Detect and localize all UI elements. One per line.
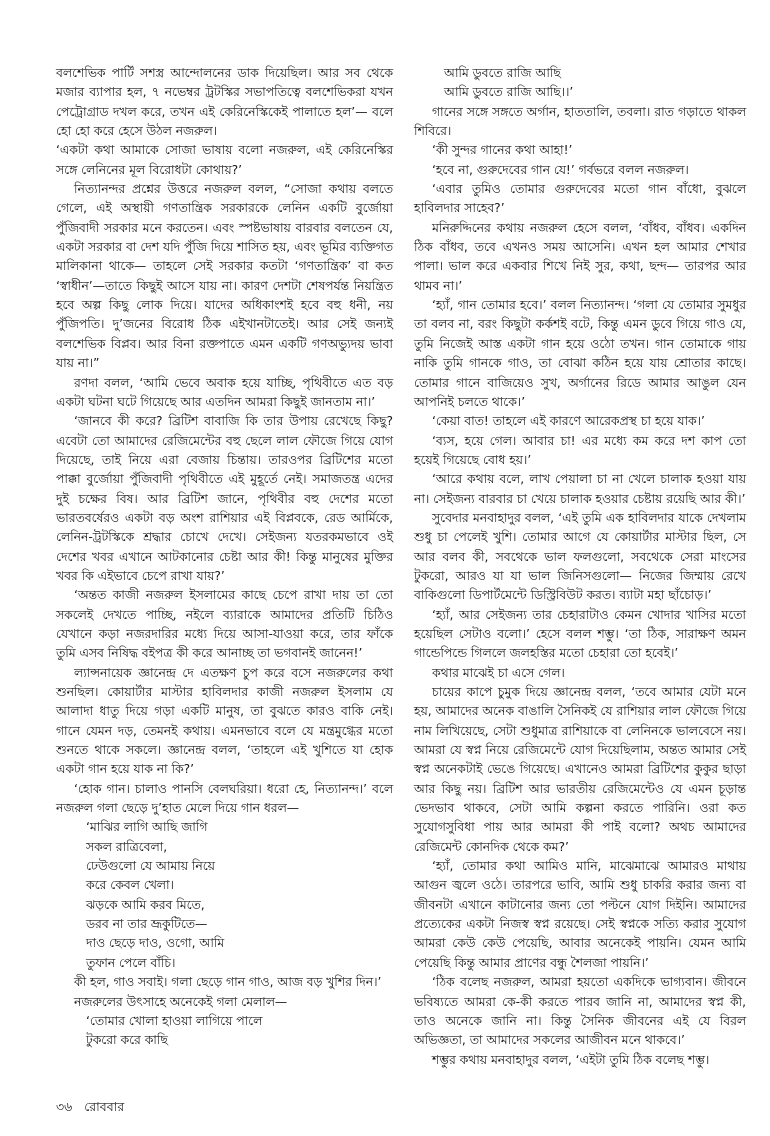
verse-line: করে কেবল খেলা। [86,878,174,893]
paragraph: ‘একটা কথা আমাকে সোজা ভাষায় বলো নজরুল, এই কেরিনেস্কির সঙ্গে লেনিনের মূল বিরোধটা কোথায়?’ [56,143,393,177]
paragraph: ‘আরে কথায় বলে, লাখ পেয়ালা চা না খেলে চালাক হওয়া যায় না। সেইজন্য বারবার চা খেয়ে চালাক হওয়ার চেষ্টায় রয়েছি আর কী।’ [414,472,746,506]
paragraph: ‘জানবে কী করে? ব্রিটিশ বাবাজি কি তার উপায় রেখেছে কিছু? এবেটা তো আমাদের রেজিমেন্টের বহু ছেলে লাল ফৌজে গিয়ে যোগ দিয়েছে, তাই নিয়ে এরা বেজায় চিন্তায়। তারওপর ব্রিটিশের মতো পাক্কা বুর্জোয়া পুঁজিবাদী পৃথিবীতে এই মুহূর্তে নেই। সমাজতন্ত্র এদের দুই চক্ষের বিষ। আর ব্রিটিশ জানে, পৃথিবীর বহু দেশের মতো ভারতবর্ষেরও একটা বড় অংশ রাশিয়ার এই বিপ্লবকে, রেড আর্মিকে, লেনিন-ট্রটস্কিকে শ্রদ্ধার চোখে দেখে। সেইজন্য যতরকমভাবে ওই দেশের খবর এখানে আটকানোর চেষ্টা আর কী! কিন্তু মানুষের মুক্তির খবর কি এইভাবে চেপে রাখা যায়?’ [56,414,393,583]
paragraph: ‘হ্যাঁ, তোমার কথা আমিও মানি, মাঝেমাঝে আমারও মাথায় আগুন জ্বলে ওঠে। তারপরে ভাবি, আমি শুধু চাকরি করার জন্য বা জীবনটা এখানে কাটানোর জন্য তো পল্টনে যোগ দিইনি। আমাদের প্রত্যেকের একটা নিজস্ব স্বপ্ন রয়েছে। সেই স্বপ্নকে সত্যি করার সুযোগ আমরা কেউ কেউ পেয়েছি, আবার অনেকেই পায়নি। যেমন আমি পেয়েছি কিন্তু আমার প্রাণের বন্ধু শৈলজা পায়নি।’ [414,859,746,970]
verse-line: টুকরো করে কাছি [86,1033,168,1048]
verse-line: দাও ছেড়ে দাও, ওগো, আমি [86,936,225,951]
paragraph: কী হল, গাও সবাই। গলা ছেড়ে গান গাও, আজ বড় খুশির দিন।’ [74,975,382,990]
left-column [56,64,393,1051]
paragraph: ‘এবার তুমিও তোমার গুরুদেবের মতো গান বাঁধো, বুঝলে হাবিলদার সাহেব?’ [414,182,746,216]
verse-line: ডরব না তার ভ্রূকুটিতে— [86,917,208,932]
paragraph: ‘হ্যাঁ, গান তোমার হবে।’ বলল নিত্যানন্দ। ‘গলা যে তোমার সুমধুর তা বলব না, বরং কিছুটা কর্কশই বটে, কিন্তু এমন ডুবে গিয়ে গাও যে, তুমি নিজেই আস্ত একটা গান হয়ে ওঠো তখন। গান তোমাকে গায় নাকি তুমি গানকে গাও, তা বোঝা কঠিন হয়ে যায় শ্রোতার কাছে। তোমার গানে বাজিয়েও সুখ, অর্গানের রিডে আমার আঙুল যেন আপনিই চলতে থাকে।’ [414,298,746,409]
paragraph: নজরুলের উৎসাহে অনেকেই গলা মেলাল— [74,994,288,1009]
verse-line: ‘তোমার খোলা হাওয়া লাগিয়ে পালে [86,1013,263,1028]
paragraph: গানের সঙ্গে সঙ্গতে অর্গান, হাততালি, তবলা। রাত গড়াতে থাকল শিবিরে। [414,104,746,139]
paragraph: রণদা বলল, ‘আমি ভেবে অবাক হয়ে যাচ্ছি, পৃথিবীতে এত বড় একটা ঘটনা ঘটে গিয়েছে আর এতদিন আমরা কিছুই জানতাম না।’ [56,375,393,409]
paragraph: নিত্যানন্দর প্রশ্নের উত্তরে নজরুল বলল, “সোজা কথায় বলতে গেলে, এই অস্থায়ী গণতান্ত্রিক সরকারকে লেনিন একটি বুর্জোয়া পুঁজিবাদী সরকার মনে করতেন। এবং স্পষ্টভাষায় বারবার বলতেন যে, একটা সরকার বা দেশ যদি পুঁজি দিয়ে শাসিত হয়, এবং ভূমির ব্যক্তিগত মালিকানা থাকে— তাহলে সেই সরকার কতটা ‘গণতান্ত্রিক’ বা কত ‘স্বাধীন’—তাতে কিছুই আসে যায় না। কারণ দেশটা শেষপর্যন্ত নিয়ন্ত্রিত হবে অল্প কিছু লোক দিয়ে। যাদের অধিকাংশই হবে বহু ধনী, নয় পুঁজিপতি। দু’জনের বিরোধ ঠিক এইখানটাতেই। আর সেই জন্যই বলশেভিক বিপ্লব। আর বিনা রক্তপাতে এমন একটি গণঅভ্যুদয় ভাবা যায় না।” [56,182,393,371]
verse-line: ঢেউগুলো যে আমায় নিয়ে [86,859,215,874]
verse-line: ‘মাঝির লাগি আছি জাগি [86,820,208,835]
paragraph: সুবেদার মনবাহাদুর বলল, ‘এই তুমি এক হাবিলদার যাকে দেখলাম শুধু চা পেলেই খুশি। তোমার আগে যে কোয়ার্টার মাস্টার ছিল, সে আর বলব কী, সবথেকে ভাল ফলগুলো, সবথেকে সেরা মাংসের টুকরো, আরও যা যা ভাল জিনিসগুলো— নিজের জিম্মায় রেখে বাকিগুলো ডিপার্টমেন্টে ডিস্ট্রিবিউট করত। ব্যাটা মহা ছাঁচোড়।’ [414,510,746,603]
paragraph: ‘ঠিক বলেছ নজরুল, আমরা হয়তো একদিকে ভাগ্যবান। জীবনে ভবিষ্যতে আমরা কে-কী করতে পারব জানি না, আমাদের স্বপ্ন কী, তাও অনেকে জানি না। কিন্তু সৈনিক জীবনের এই যে বিরল অভিজ্ঞতা, তা আমাদের সকলের আজীবন মনে থাকবে।’ [414,975,746,1048]
paragraph: ‘হ্যাঁ, আর সেইজন্য তার চেহারাটাও কেমন খোদার খাসির মতো হয়েছিল সেটাও বলো।’ হেসে বলল শম্ভু। ‘তা ঠিক, সারাক্ষণ অমন গান্ডেপিন্ডে গিললে জলহস্তির মতো চেহারা তো হবেই।’ [414,607,746,661]
verse-line: আমি ডুবতে রাজি আছি [444,66,561,80]
paragraph: ‘কেয়া বাত! তাহলে এই কারণে আরেকপ্রস্থ চা হয়ে যাক।’ [432,414,705,429]
verse-line: ঝড়কে আমি করব মিতে, [86,897,205,912]
paragraph: ‘হবে না, গুরুদেবের গান যে!’ গর্বভরে বলল নজরুল। [432,162,689,177]
paragraph: শম্ভুর কথায় মনবাহাদুর বলল, ‘এইটা তুমি ঠিক বলেছ শম্ভু। [432,1052,710,1067]
verse-line: সকল রাত্রিবেলা, [86,839,168,854]
paragraph: ‘ব্যস, হয়ে গেল। আবার চা! এর মধ্যে কম করে দশ কাপ তো হয়েই গিয়েছে বোধ হয়।’ [414,433,746,467]
verse-line: তুফান পেলে বাঁচি। [86,955,176,970]
paragraph: ‘কী সুন্দর গানের কথা আহা!’ [432,143,573,158]
paragraph: ল্যান্সনায়েক জ্ঞানেন্দ্র দে এতক্ষণ চুপ করে বসে নজরুলের কথা শুনছিল। কোয়ার্টার মাস্টার হাবিলদার কাজী নজরুল ইসলাম যে আলাদা ধাতু দিয়ে গড়া একটি মানুষ, তা বুঝতে কারও বাকি নেই। গানে যেমন দড়, তেমনই কথায়। এমনভাবে বলে যে মন্ত্রমুগ্ধের মতো শুনতে থাকে সকলে। জ্ঞানেন্দ্র বলল, ‘তাহলে এই খুশিতে যা হোক একটা গান হয়ে যাক না কি?’ [56,665,393,777]
page-number: ৩৬ [56,1099,73,1114]
paragraph: মনিরুদ্দিনের কথায় নজরুল হেসে বলল, ‘বাঁধব, বাঁধব। একদিন ঠিক বাঁধব, তবে এখনও সময় আসেনি। এখন হল আমার শেখার পালা। ভাল করে একবার শিখে নিই সুর, কথা, ছন্দ— তারপর আর থামব না।’ [414,220,746,293]
paragraph: ‘অন্তত কাজী নজরুল ইসলামের কাছে চেপে রাখা দায় তা তো সকলেই দেখতে পাচ্ছি, নইলে ব্যারাকে আমাদের প্রতিটি চিঠিও যেখানে কড়া নজরদারির মধ্যে দিয়ে আসা-যাওয়া করে, তার ফাঁকে তুমি এসব নিষিদ্ধ বইপত্র কী করে আনাচ্ছ তা ভগবানই জানেন!’ [56,588,393,661]
verse-line: আমি ডুবতে রাজি আছি।।’ [444,85,574,100]
paragraph: কথার মাঝেই চা এসে গেল। [432,665,565,680]
right-column [414,64,746,1070]
paragraph: বলশেভিক পার্টি সশস্ত্র আন্দোলনের ডাক দিয়েছিল। আর সব থেকে মজার ব্যাপার হল, ৭ নভেম্বর ট্রটস্কির সভাপতিত্বে বলশেভিকরা যখন পেট্রোগ্রাড দখল করে, তখন এই কেরিনেস্কিকেই পালাতে হল’— বলে হো হো করে হেসে উঠল নজরুল। [56,66,393,139]
paragraph: চায়ের কাপে চুমুক দিয়ে জ্ঞানেন্দ্র বলল, ‘তবে আমার যেটা মনে হয়, আমাদের অনেক বাঙালি সৈনিকই যে রাশিয়ার লাল ফৌজে গিয়ে নাম লিখিয়েছে, সেটা শুধুমাত্র রাশিয়াকে বা লেনিনকে ভালবেসে নয়। আমরা যে স্বপ্ন নিয়ে রেজিমেন্টে যোগ দিয়েছিলাম, অন্তত আমার সেই স্বপ্ন অনেকটাই ভেঙে গিয়েছে। এখানেও আমরা ব্রিটিশের কুকুর ছাড়া আর কিছু নয়। ব্রিটিশ আর ভারতীয় রেজিমেন্টেও যে এমন চূড়ান্ত ভেদভাব থাকবে, সেটা আমি কল্পনা করতে পারিনি। ওরা কত সুযোগসুবিধা পায় আর আমরা কী পাই বলো? অথচ আমাদের রেজিমেন্ট কোনদিক থেকে কম?’ [414,685,746,854]
page-footer [56,1098,124,1116]
magazine-name: রোববার [84,1099,125,1114]
paragraph: ‘হোক গান। চালাও পানসি বেলঘরিয়া। ধরো হে, নিত্যানন্দ।’ বলে নজরুল গলা ছেড়ে দু’হাত মেলে দিয়ে গান ধরল— [56,781,393,816]
